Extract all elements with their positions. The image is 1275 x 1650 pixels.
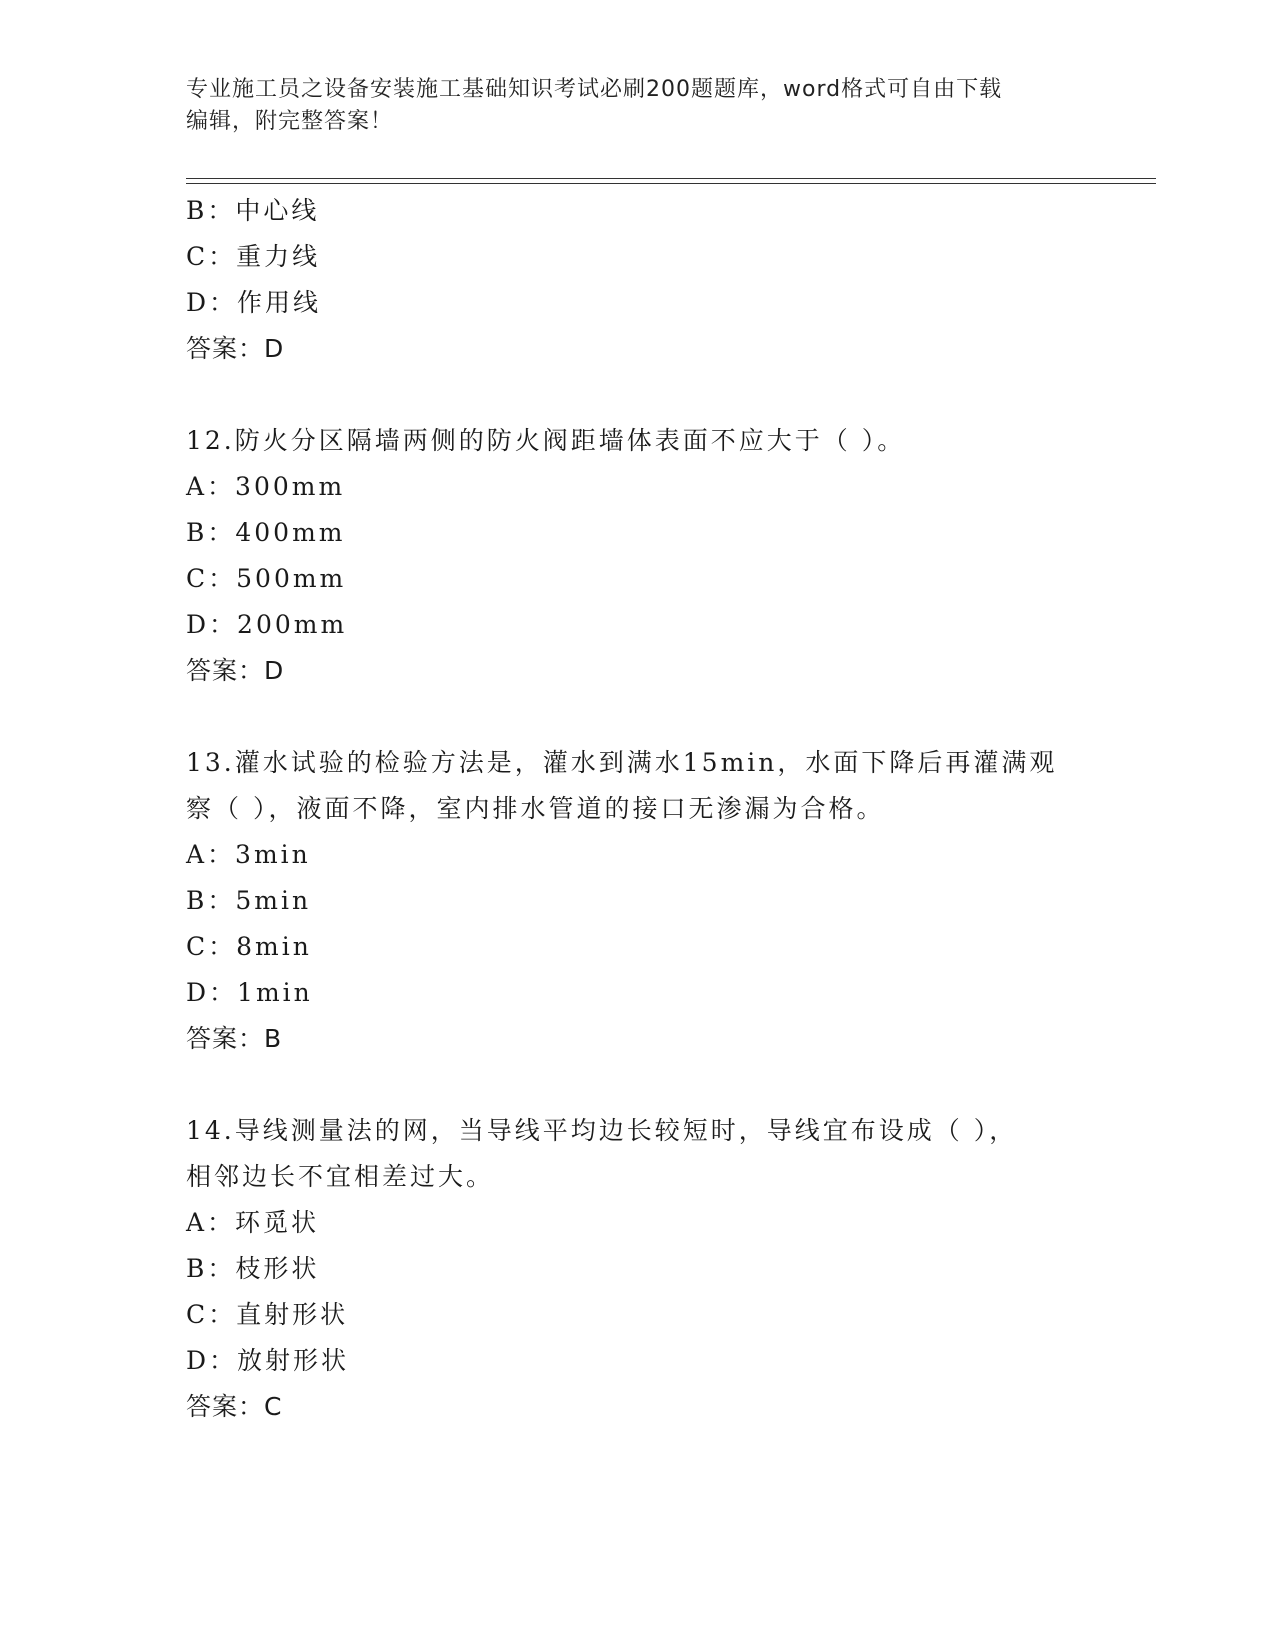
option-a: A：3min bbox=[186, 840, 311, 869]
option-c: C：直射形状 bbox=[186, 1300, 349, 1329]
document-header bbox=[186, 74, 1066, 138]
question-text: 12.防火分区隔墙两侧的防火阀距墙体表面不应大于（ ）。 bbox=[186, 426, 906, 455]
question-text-line-2: 相邻边长不宜相差过大。 bbox=[186, 1162, 495, 1191]
option-b: B：中心线 bbox=[186, 196, 320, 225]
question-text-line-1: 13.灌水试验的检验方法是，灌水到满水15min，水面下降后再灌满观 bbox=[186, 748, 1058, 777]
question-12 bbox=[186, 418, 1086, 694]
option-d: D：放射形状 bbox=[186, 1346, 350, 1375]
answer-line: 答案：D bbox=[186, 334, 285, 363]
option-c: C：8min bbox=[186, 932, 312, 961]
question-text-line-2: 察（ ），液面不降，室内排水管道的接口无渗漏为合格。 bbox=[186, 794, 885, 823]
answer-line: 答案：B bbox=[186, 1024, 283, 1053]
header-line-2: 编辑，附完整答案！ bbox=[186, 109, 394, 134]
question-list bbox=[186, 188, 1086, 1430]
answer-line: 答案：D bbox=[186, 656, 285, 685]
prev-question-block bbox=[186, 188, 1086, 372]
option-b: B：5min bbox=[186, 886, 312, 915]
answer-line: 答案：C bbox=[186, 1392, 283, 1421]
question-14 bbox=[186, 1108, 1086, 1430]
option-b: B：400mm bbox=[186, 518, 346, 547]
option-d: D：作用线 bbox=[186, 288, 322, 317]
header-line-1: 专业施工员之设备安装施工基础知识考试必刷200题题库，word格式可自由下载 bbox=[186, 77, 1003, 102]
header-divider-bottom bbox=[186, 183, 1156, 184]
option-d: D：200mm bbox=[186, 610, 348, 639]
option-a: A：300mm bbox=[186, 472, 346, 501]
option-c: C：500mm bbox=[186, 564, 347, 593]
option-a: A：环觅状 bbox=[186, 1208, 320, 1237]
question-text-line-1: 14.导线测量法的网，当导线平均边长较短时，导线宜布设成（ ）， bbox=[186, 1116, 1018, 1145]
question-13 bbox=[186, 740, 1086, 1062]
header-divider-top bbox=[186, 178, 1156, 179]
option-d: D：1min bbox=[186, 978, 313, 1007]
option-c: C：重力线 bbox=[186, 242, 321, 271]
option-b: B：枝形状 bbox=[186, 1254, 320, 1283]
